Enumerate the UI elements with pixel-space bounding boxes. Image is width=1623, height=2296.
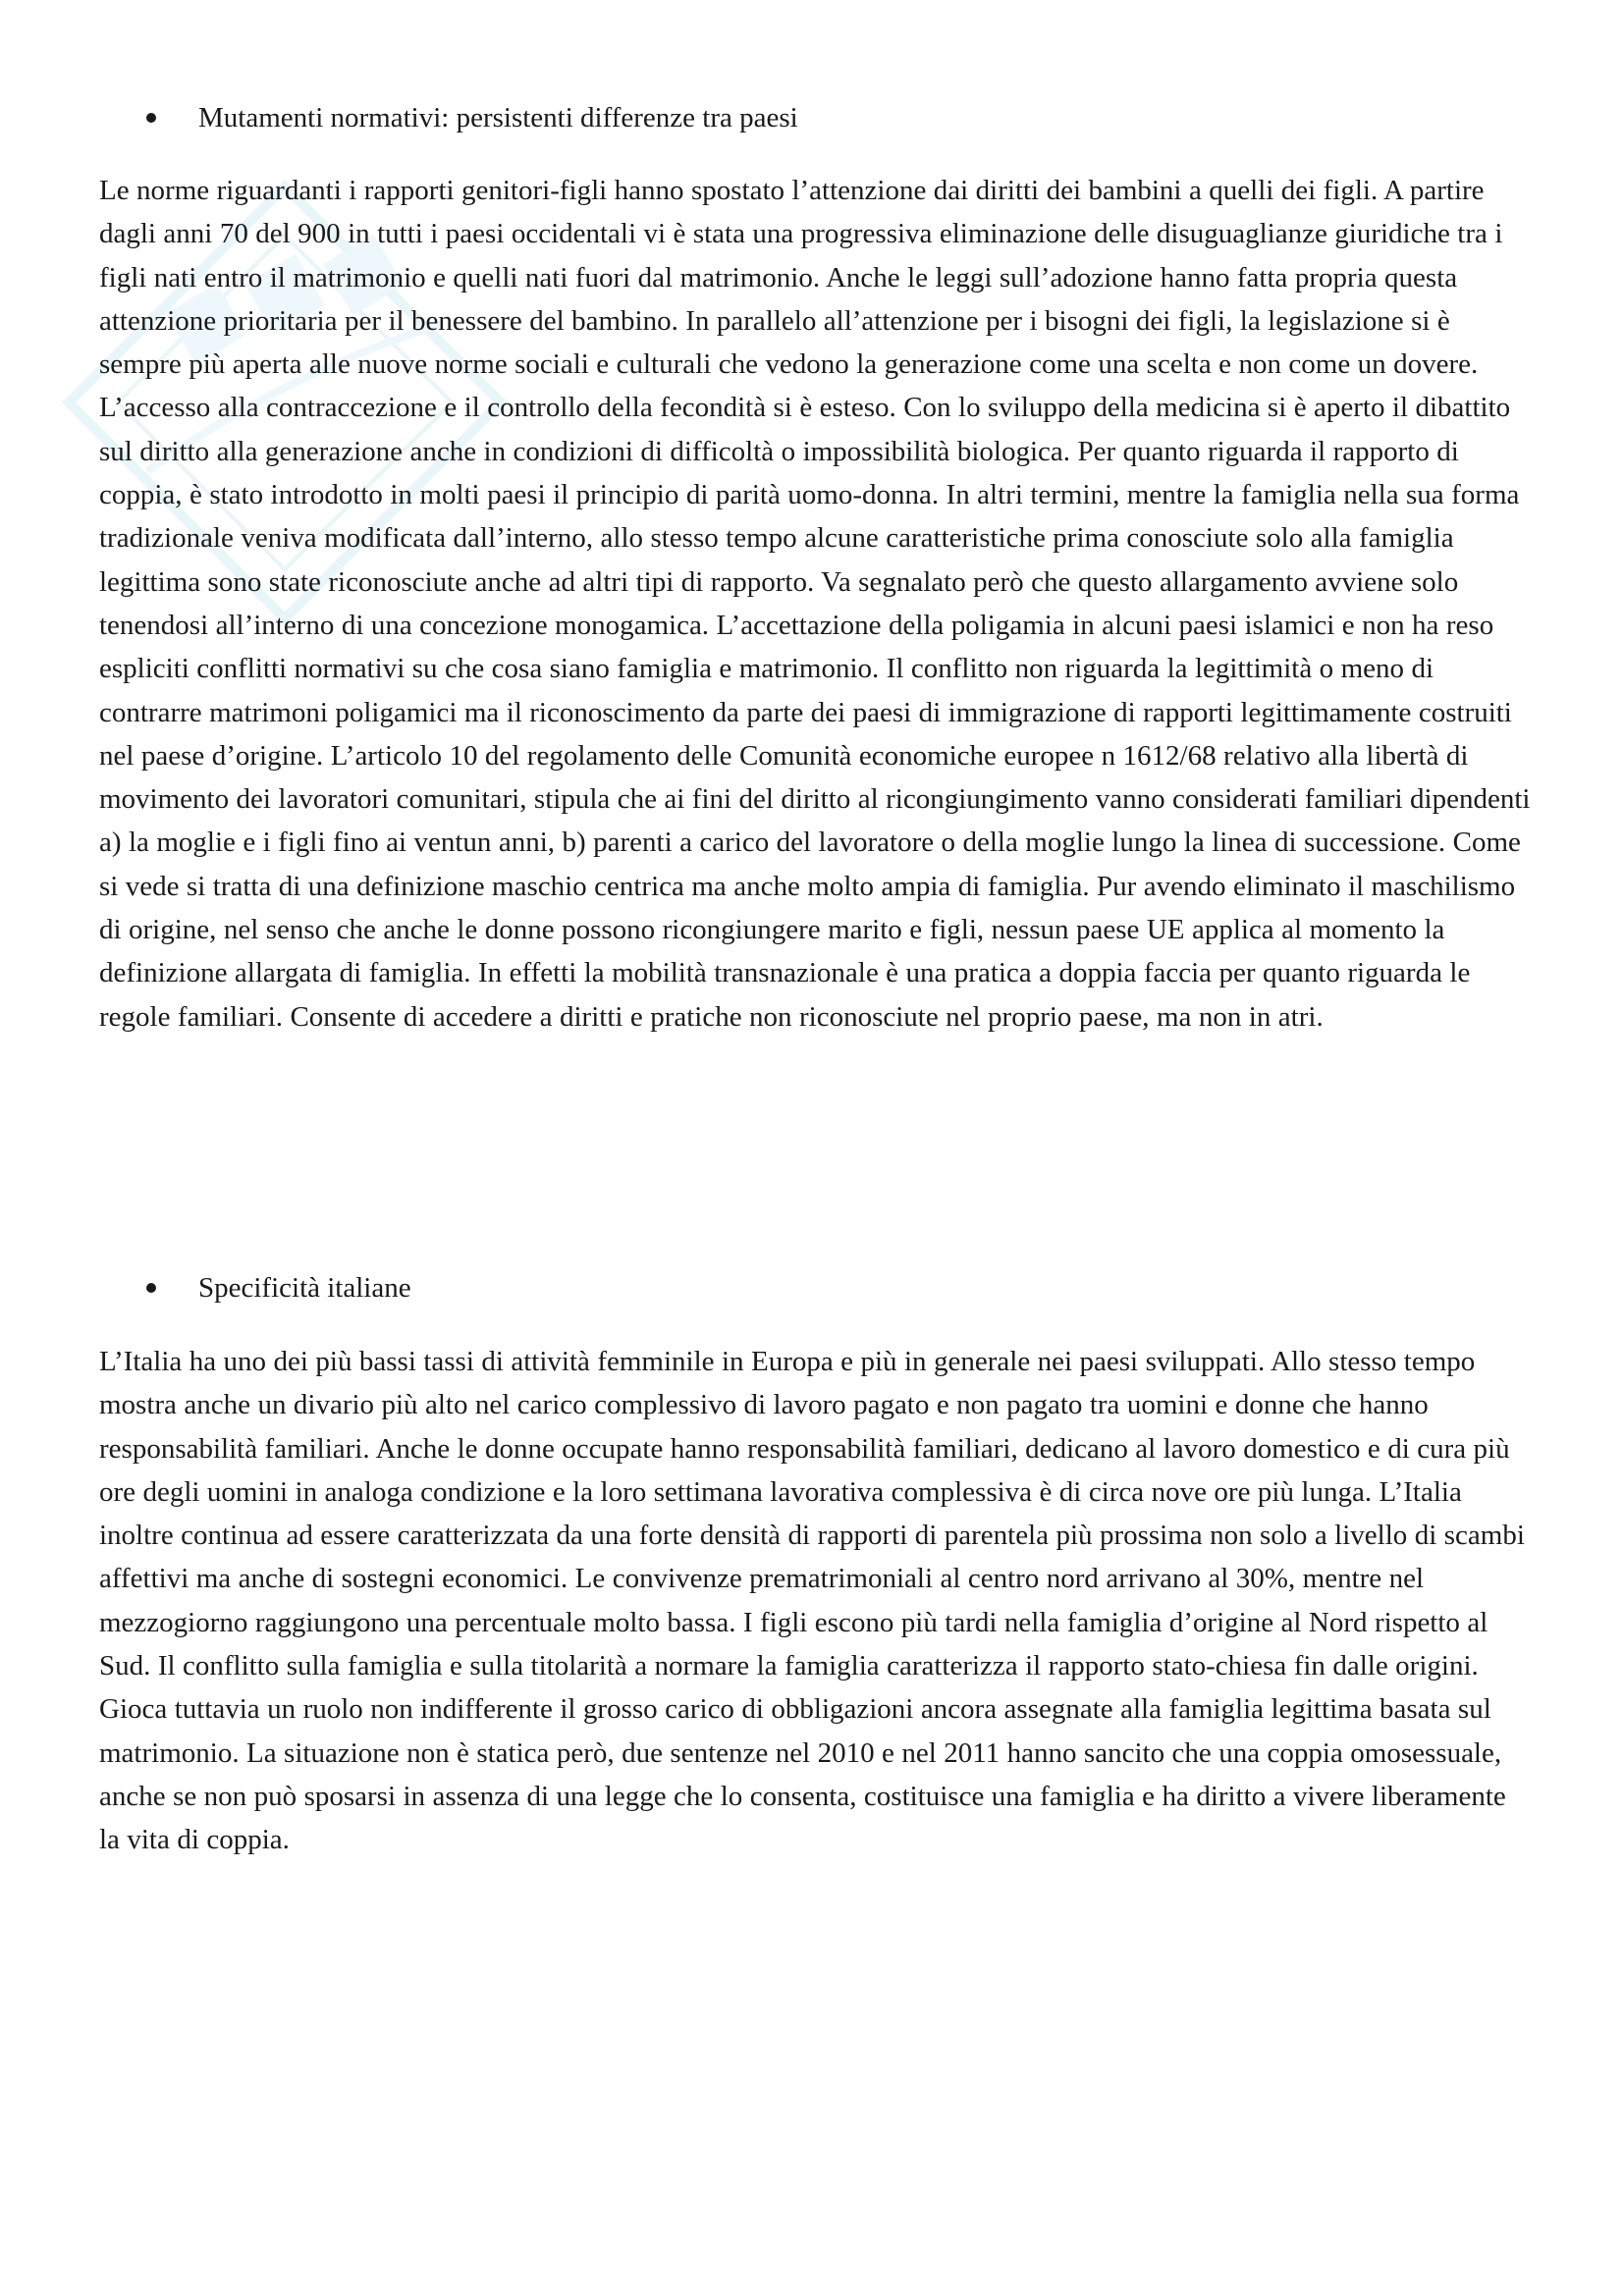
section-body-1 bbox=[99, 169, 1533, 1039]
heading-text: Mutamenti normativi: persistenti differenze tra paesi bbox=[198, 102, 798, 133]
heading-text: Specificità italiane bbox=[198, 1272, 411, 1304]
section-heading-1 bbox=[99, 96, 1533, 139]
paragraph: Le norme riguardanti i rapporti genitori-figli hanno spostato l’attenzione dai diritti dei bambini a quelli dei figli. A partire dagli anni 70 del 900 in tutti i paesi occidentali vi è stata una progressiva eliminazione delle disuguaglianze giuridiche tra i figli nati entro il matrimonio e quelli nati fuori dal matrimonio. Anche le leggi sull’adozione hanno fatta propria questa attenzione prioritaria per il benessere del bambino. In parallelo all’attenzione per i bisogni dei figli, la legislazione si è sempre più aperta alle nuove norme sociali e culturali che vedono la generazione come una scelta e non come un dovere. L’accesso alla contraccezione e il controllo della fecondità si è esteso. Con lo sviluppo della medicina si è aperto il dibattito sul diritto alla generazione anche in condizioni di difficoltà o impossibilità biologica. Per quanto riguarda il rapporto di coppia, è stato introdotto in molti paesi il principio di parità uomo-donna. In altri termini, mentre la famiglia nella sua forma tradizionale veniva modificata dall’interno, allo stesso tempo alcune caratteristiche prima conosciute solo alla famiglia legittima sono state riconosciute anche ad altri tipi di rapporto. Va segnalato però che questo allargamento avviene solo tenendosi all’interno di una concezione monogamica. L’accettazione della poligamia in alcuni paesi islamici e non ha reso espliciti conflitti normativi su che cosa siano famiglia e matrimonio. Il conflitto non riguarda la legittimità o meno di contrarre matrimoni poligamici ma il riconoscimento da parte dei paesi di immigrazione di rapporti legittimamente costruiti nel paese d’origine. L’articolo 10 del regolamento delle Comunità economiche europee n 1612/68 relativo alla libertà di movimento dei lavoratori comunitari, stipula che ai fini del diritto al ricongiungimento vanno considerati familiari dipendenti a) la moglie e i figli fino ai ventun anni, b) parenti a carico del lavoratore o della moglie lungo la linea di successione. Come si vede si tratta di una definizione maschio centrica ma anche molto ampia di famiglia. Pur avendo eliminato il maschilismo di origine, nel senso che anche le donne possono ricongiungere marito e figli, nessun paese UE applica al momento la definizione allargata di famiglia. In effetti la mobilità transnazionale è una pratica a doppia faccia per quanto riguarda le regole familiari. Consente di accedere a diritti e pratiche non riconosciute nel proprio paese, ma non in atri. bbox=[99, 175, 1531, 1033]
bullet-dot-icon bbox=[146, 1283, 156, 1293]
bullet-dot-icon bbox=[146, 113, 156, 123]
paragraph: L’Italia ha uno dei più bassi tassi di attività femminile in Europa e più in generale nei paesi sviluppati. Allo stesso tempo mostra anche un divario più alto nel carico complessivo di lavoro pagato e non pagato tra uomini e donne che hanno responsabilità familiari. Anche le donne occupate hanno responsabilità familiari, dedicano al lavoro domestico e di cura più ore degli uomini in analoga condizione e la loro settimana lavorativa complessiva è di circa nove ore più lunga. L’Italia inoltre continua ad essere caratterizzata da una forte densità di rapporti di parentela più prossima non solo a livello di scambi affettivi ma anche di sostegni economici. Le convivenze prematrimoniali al centro nord arrivano al 30%, mentre nel mezzogiorno raggiungono una percentuale molto bassa. I figli escono più tardi nella famiglia d’origine al Nord rispetto al Sud. Il conflitto sulla famiglia e sulla titolarità a normare la famiglia caratterizza il rapporto stato-chiesa fin dalle origini. Gioca tuttavia un ruolo non indifferente il grosso carico di obbligazioni ancora assegnate alla famiglia legittima basata sul matrimonio. La situazione non è statica però, due sentenze nel 2010 e nel 2011 hanno sancito che una coppia omosessuale, anche se non può sposarsi in assenza di una legge che lo consenta, costituisce una famiglia e ha diritto a vivere liberamente la vita di coppia. bbox=[99, 1346, 1525, 1856]
section-heading-2 bbox=[99, 1266, 1533, 1309]
section-body-2 bbox=[99, 1340, 1533, 1862]
